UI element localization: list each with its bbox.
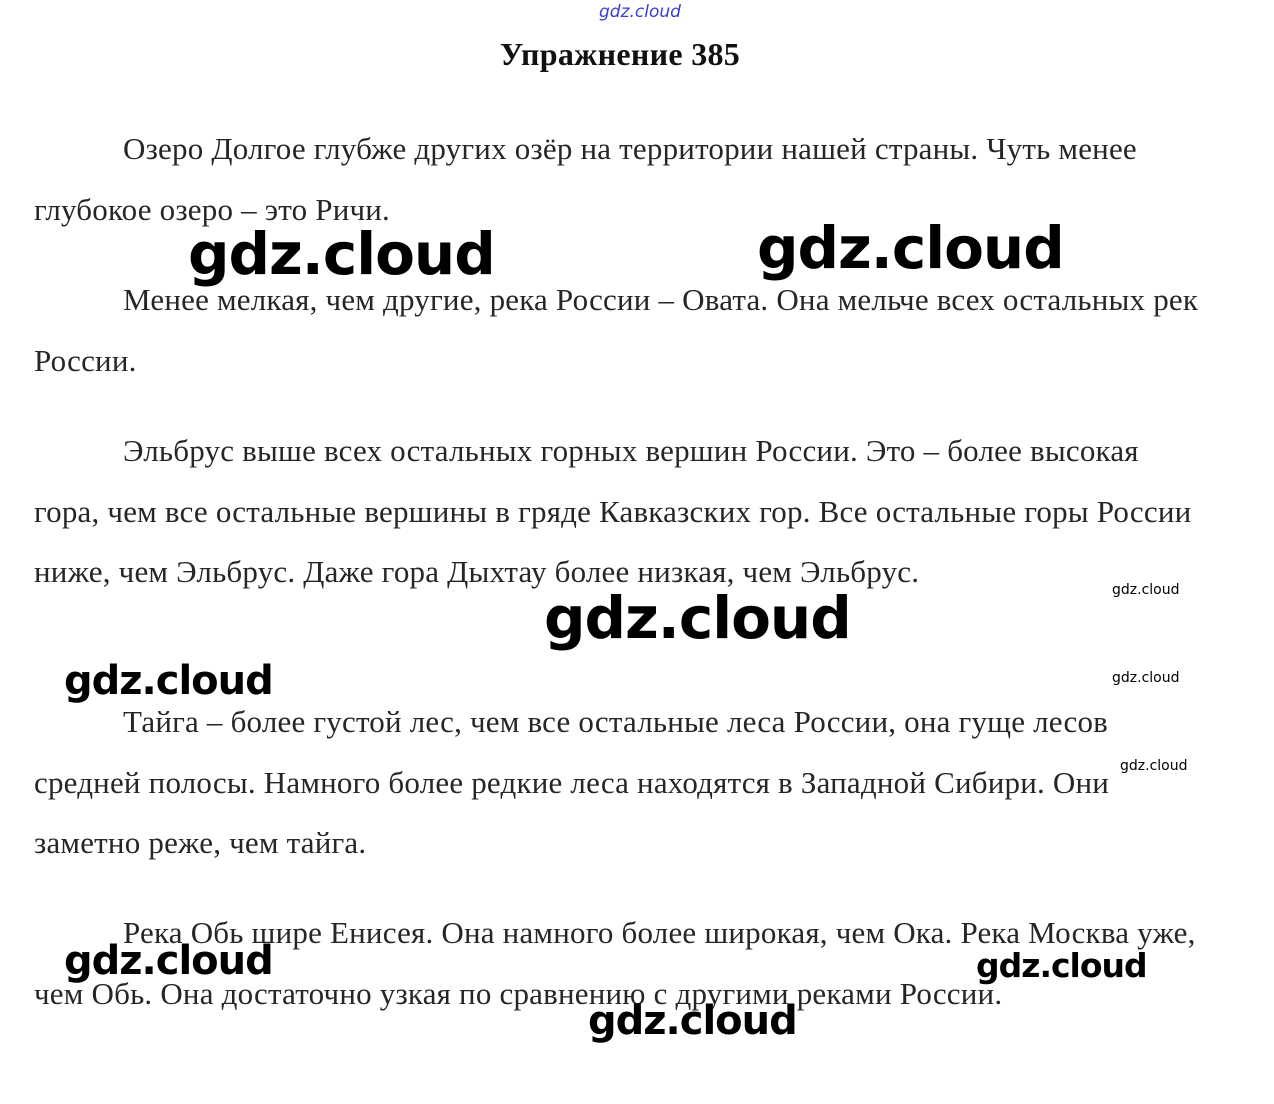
watermark-5: gdz.cloud bbox=[64, 938, 273, 984]
paragraph-1: Озеро Долгое глубже других озёр на территории нашей страны. Чуть менее глубокое озеро – это Ричи. bbox=[34, 131, 1137, 227]
top-watermark: gdz.cloud bbox=[599, 2, 681, 22]
watermark-small-1: gdz.cloud bbox=[1112, 582, 1180, 598]
watermark-1: gdz.cloud bbox=[188, 220, 495, 288]
paragraph-5: Река Обь шире Енисея. Она намного более широкая, чем Ока. Река Москва уже, чем Обь. Она достаточно узкая по сравнению с другими реками России. bbox=[34, 915, 1196, 1011]
watermark-4: gdz.cloud bbox=[64, 658, 273, 704]
paragraph-2: Менее мелкая, чем другие, река России – Овата. Она мельче всех остальных рек России. bbox=[34, 282, 1199, 378]
watermark-2: gdz.cloud bbox=[757, 214, 1064, 282]
watermark-small-3: gdz.cloud bbox=[1120, 758, 1188, 774]
page-title: Упражнение 385 bbox=[499, 36, 741, 72]
watermark-6: gdz.cloud bbox=[976, 946, 1147, 985]
paragraph-3: Эльбрус выше всех остальных горных вершин России. Это – более высокая гора, чем все остальные вершины в гряде Кавказских гор. Все остальные горы России ниже, чем Эльбрус. Даже гора Дыхтау более низкая, чем Эльбрус. bbox=[34, 433, 1192, 589]
watermark-3: gdz.cloud bbox=[544, 584, 851, 652]
paragraph-4: Тайга – более густой лес, чем все остальные леса России, она гуще лесов средней полосы. Намного более редкие леса находятся в Западной Сибири. Они заметно реже, чем тайга. bbox=[34, 704, 1110, 860]
watermark-small-2: gdz.cloud bbox=[1112, 670, 1180, 686]
watermark-7: gdz.cloud bbox=[588, 998, 797, 1044]
